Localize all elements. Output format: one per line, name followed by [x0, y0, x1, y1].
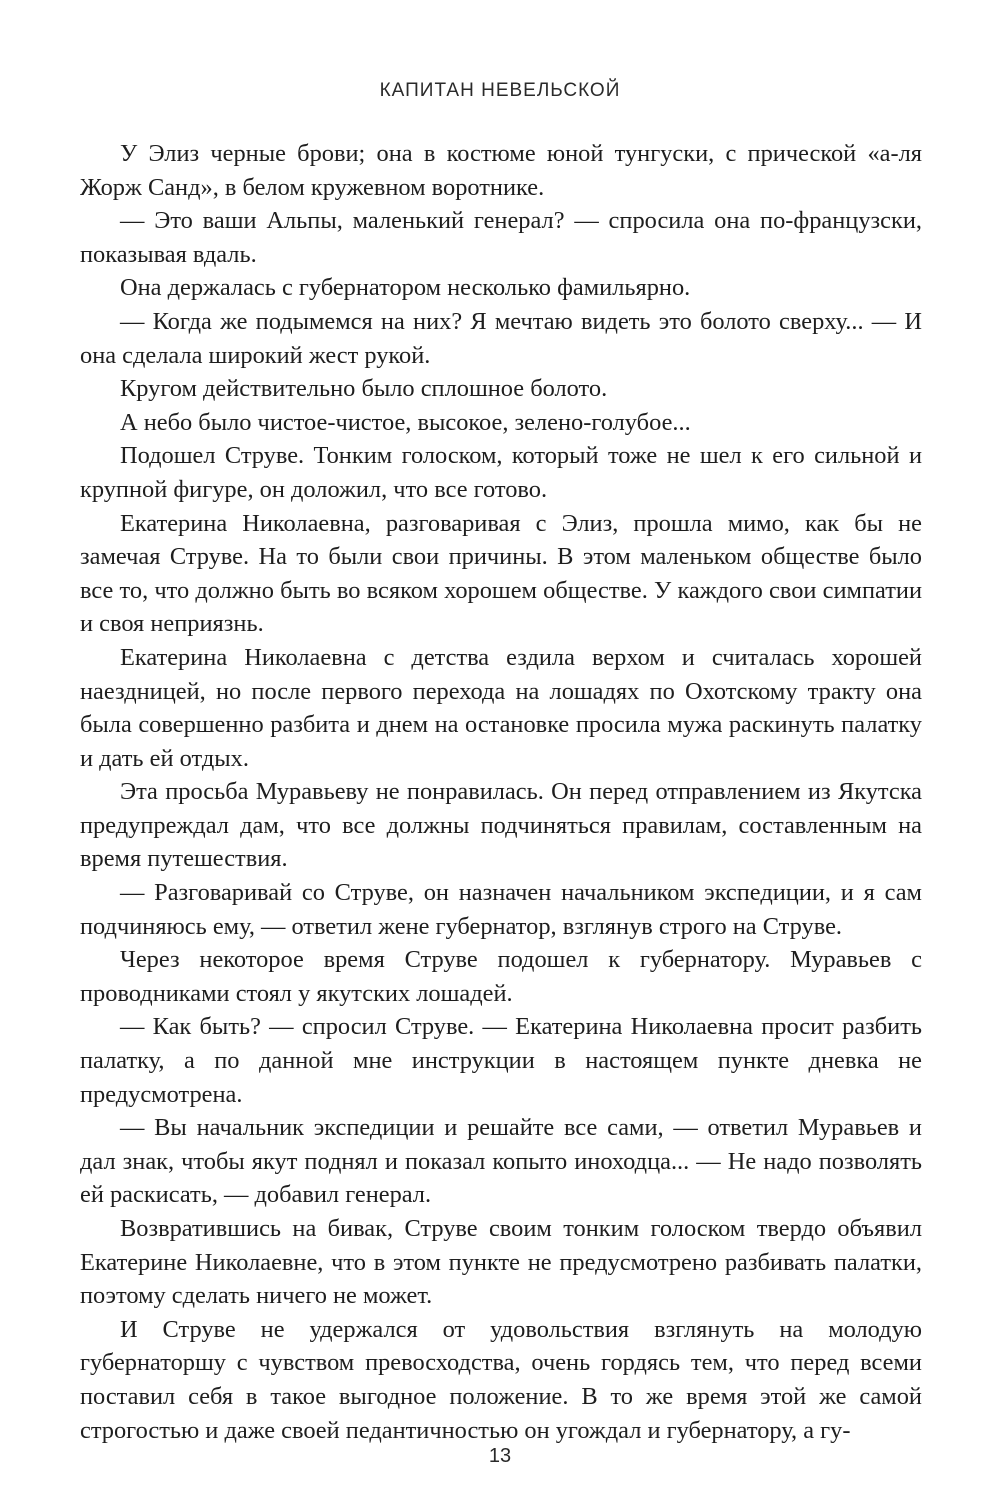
paragraph: У Элиз черные брови; она в костюме юной тунгуски, с прической «а-ля Жорж Санд», в белом кружевном воротнике.	[80, 140, 922, 201]
paragraph: Через некоторое время Струве подошел к губернатору. Муравьев с проводниками стоял у якутских лошадей.	[80, 946, 922, 1007]
paragraph: Подошел Струве. Тонким голоском, который тоже не шел к его сильной и крупной фигуре, он доложил, что все готово.	[80, 442, 922, 503]
body-text	[80, 137, 922, 1447]
paragraph: Кругом действительно было сплошное болото.	[120, 375, 608, 403]
paragraph: А небо было чистое-чистое, высокое, зелено-голубое...	[120, 408, 691, 436]
paragraph: Она держалась с губернатором несколько фамильярно.	[120, 274, 691, 302]
running-title: КАПИТАН НЕВЕЛЬСКОЙ	[379, 80, 621, 101]
paragraph: — Вы начальник экспедиции и решайте все сами, — ответил Муравьев и дал знак, чтобы якут поднял и показал копыто иноходца... — Не надо позволять ей раскисать, — добавил генерал.	[80, 1114, 922, 1209]
page-number: 13	[488, 1445, 512, 1467]
paragraph: И Струве не удержался от удовольствия взглянуть на молодую губернаторшу с чувством превосходства, очень гордясь тем, что перед всеми поставил себя в такое выгодное положение. В то же время этой же самой строгостью и даже своей педантичностью он угождал и губернатору, а гу-	[80, 1315, 922, 1444]
paragraph: Екатерина Николаевна с детства ездила верхом и считалась хорошей наездницей, но после первого перехода на лошадях по Охотскому тракту она была совершенно разбита и днем на остановке просила мужа раскинуть палатку и дать ей отдых.	[80, 643, 922, 772]
paragraph: — Это ваши Альпы, маленький генерал? — спросила она по-французски, показывая вдаль.	[80, 207, 922, 268]
paragraph: Екатерина Николаевна, разговаривая с Элиз, прошла мимо, как бы не замечая Струве. На то были свои причины. В этом маленьком обществе было все то, что должно быть во всяком хорошем обществе. У каждого свои симпатии и своя неприязнь.	[80, 509, 922, 638]
paragraph: — Как быть? — спросил Струве. — Екатерина Николаевна просит разбить палатку, а по данной мне инструкции в настоящем пункте дневка не предусмотрена.	[80, 1013, 922, 1108]
paragraph: Возвратившись на бивак, Струве своим тонким голоском твердо объявил Екатерине Николаевне, что в этом пункте не предусмотрено разбивать палатки, поэтому сделать ничего не может.	[80, 1215, 922, 1310]
paragraph: — Разговаривай со Струве, он назначен начальником экспедиции, и я сам подчиняюсь ему, — ответил жене губернатор, взглянув строго на Струве.	[80, 879, 922, 940]
paragraph: — Когда же подымемся на них? Я мечтаю видеть это болото сверху... — И она сделала широкий жест рукой.	[80, 307, 922, 369]
paragraph: Эта просьба Муравьеву не понравилась. Он перед отправлением из Якутска предупреждал дам, что все должны подчиняться правилам, составленным на время путешествия.	[80, 778, 922, 873]
